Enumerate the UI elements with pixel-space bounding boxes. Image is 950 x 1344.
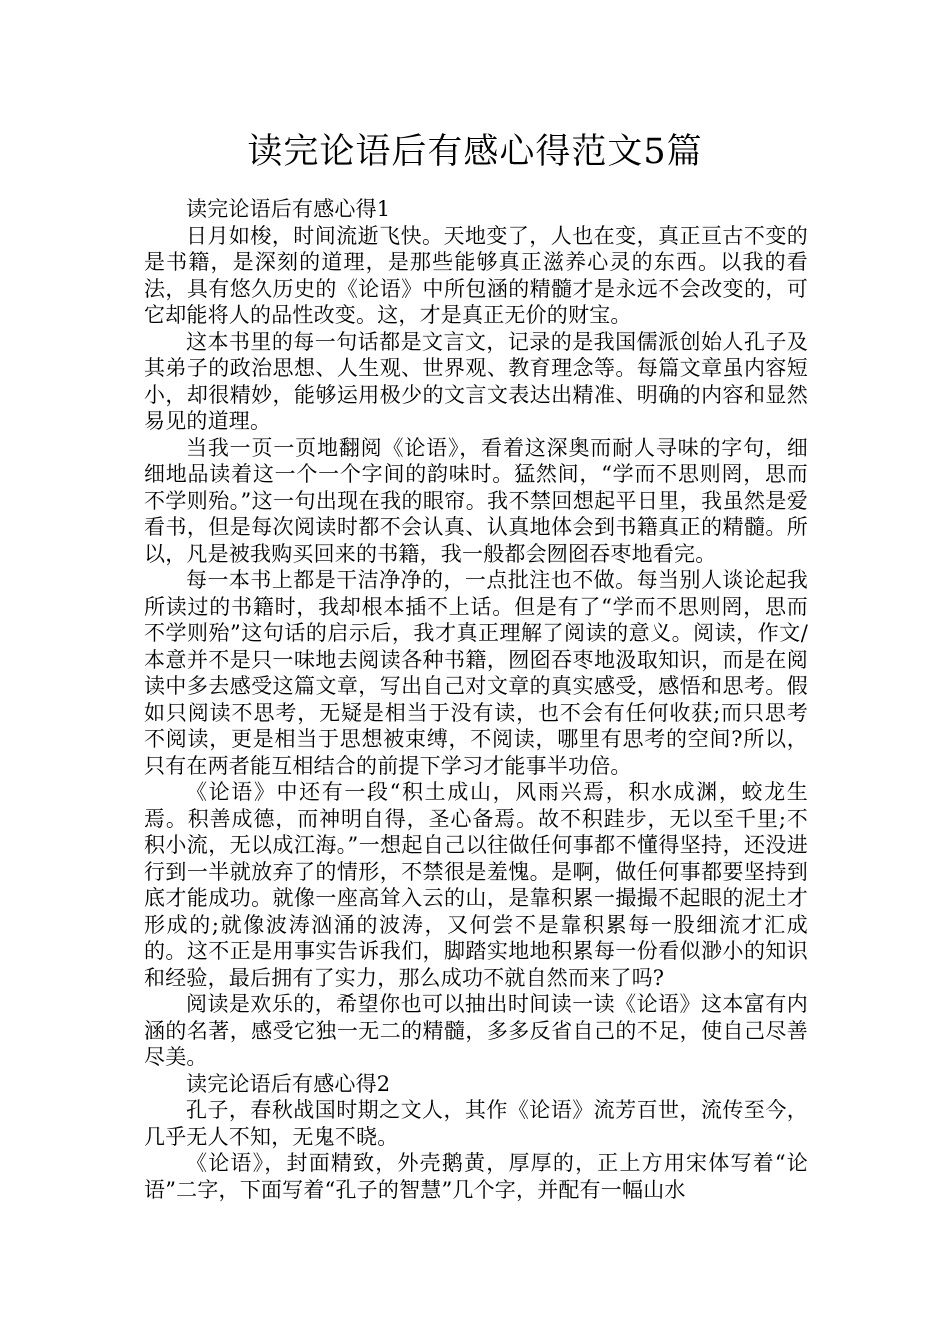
paragraph: 当我一页一页地翻阅《论语》，看着这深奥而耐人寻味的字句，细细地品读着这一个一个字间的韵味时。猛然间，“学而不思则罔，思而不学则殆。”这一句出现在我的眼帘。我不禁回想起平日里，我虽然是爱看书，但是每次阅读时都不会认真、认真地体会到书籍真正的精髓。所以，凡是被我购买回来的书籍，我一般都会囫囵吞枣地看完。 (144, 435, 808, 566)
paragraph: 阅读是欢乐的，希望你也可以抽出时间读一读《论语》这本富有内涵的名著，感受它独一无二的精髓，多多反省自己的不足，使自己尽善尽美。 (144, 992, 808, 1069)
section-heading-2: 读完论语后有感心得2 (186, 1071, 391, 1096)
paragraph: 日月如梭，时间流逝飞快。天地变了，人也在变，真正亘古不变的是书籍，是深刻的道理，是那些能够真正滋养心灵的东西。以我的看法，具有悠久历史的《论语》中所包涵的精髓才是永远不会改变的，可它却能将人的品性改变。这，才是真正无价的财宝。 (144, 223, 808, 327)
paragraph: 孔子，春秋战国时期之文人，其作《论语》流芳百世，流传至今，几乎无人不知，无鬼不晓。 (144, 1098, 808, 1149)
paragraph: 《论语》中还有一段“积土成山，风雨兴焉，积水成渊，蛟龙生焉。积善成德，而神明自得，圣心备焉。故不积跬步，无以至千里;不积小流，无以成江海。”一想起自己以往做任何事都不懂得坚持，还没进行到一半就放弃了的情形，不禁很是羞愧。是啊，做任何事都要坚持到底才能成功。就像一座高耸入云的山，是靠积累一撮撮不起眼的泥土才形成的;就像波涛汹涌的波涛，又何尝不是靠积累每一股细流才汇成的。这不正是用事实告诉我们，脚踏实地地积累每一份看似渺小的知识和经验，最后拥有了实力，那么成功不就自然而来了吗? (144, 780, 808, 990)
document-body (144, 196, 808, 1203)
paragraph: 《论语》，封面精致，外壳鹅黄，厚厚的，正上方用宋体写着“论语”二字，下面写着“孔子的智慧”几个字，并配有一幅山水 (144, 1151, 808, 1202)
section-heading-1: 读完论语后有感心得1 (186, 197, 391, 221)
document-title: 读完论语后有感心得范文5篇 (247, 132, 703, 172)
paragraph: 这本书里的每一句话都是文言文，记录的是我国儒派创始人孔子及其弟子的政治思想、人生观、世界观、教育理念等。每篇文章虽内容短小，却很精妙，能够运用极少的文言文表达出精准、明确的内容和显然易见的道理。 (144, 329, 808, 433)
paragraph: 每一本书上都是干洁净净的，一点批注也不做。每当别人谈论起我所读过的书籍时，我却根本插不上话。但是有了“学而不思则罔，思而不学则殆”这句话的启示后，我才真正理解了阅读的意义。阅读，作文/本意并不是只一味地去阅读各种书籍，囫囵吞枣地汲取知识，而是在阅读中多去感受这篇文章，写出自己对文章的真实感受，感悟和思考。假如只阅读不思考，无疑是相当于没有读，也不会有任何收获;而只思考不阅读，更是相当于思想被束缚，不阅读，哪里有思考的空间?所以，只有在两者能互相结合的前提下学习才能事半功倍。 (144, 568, 808, 778)
